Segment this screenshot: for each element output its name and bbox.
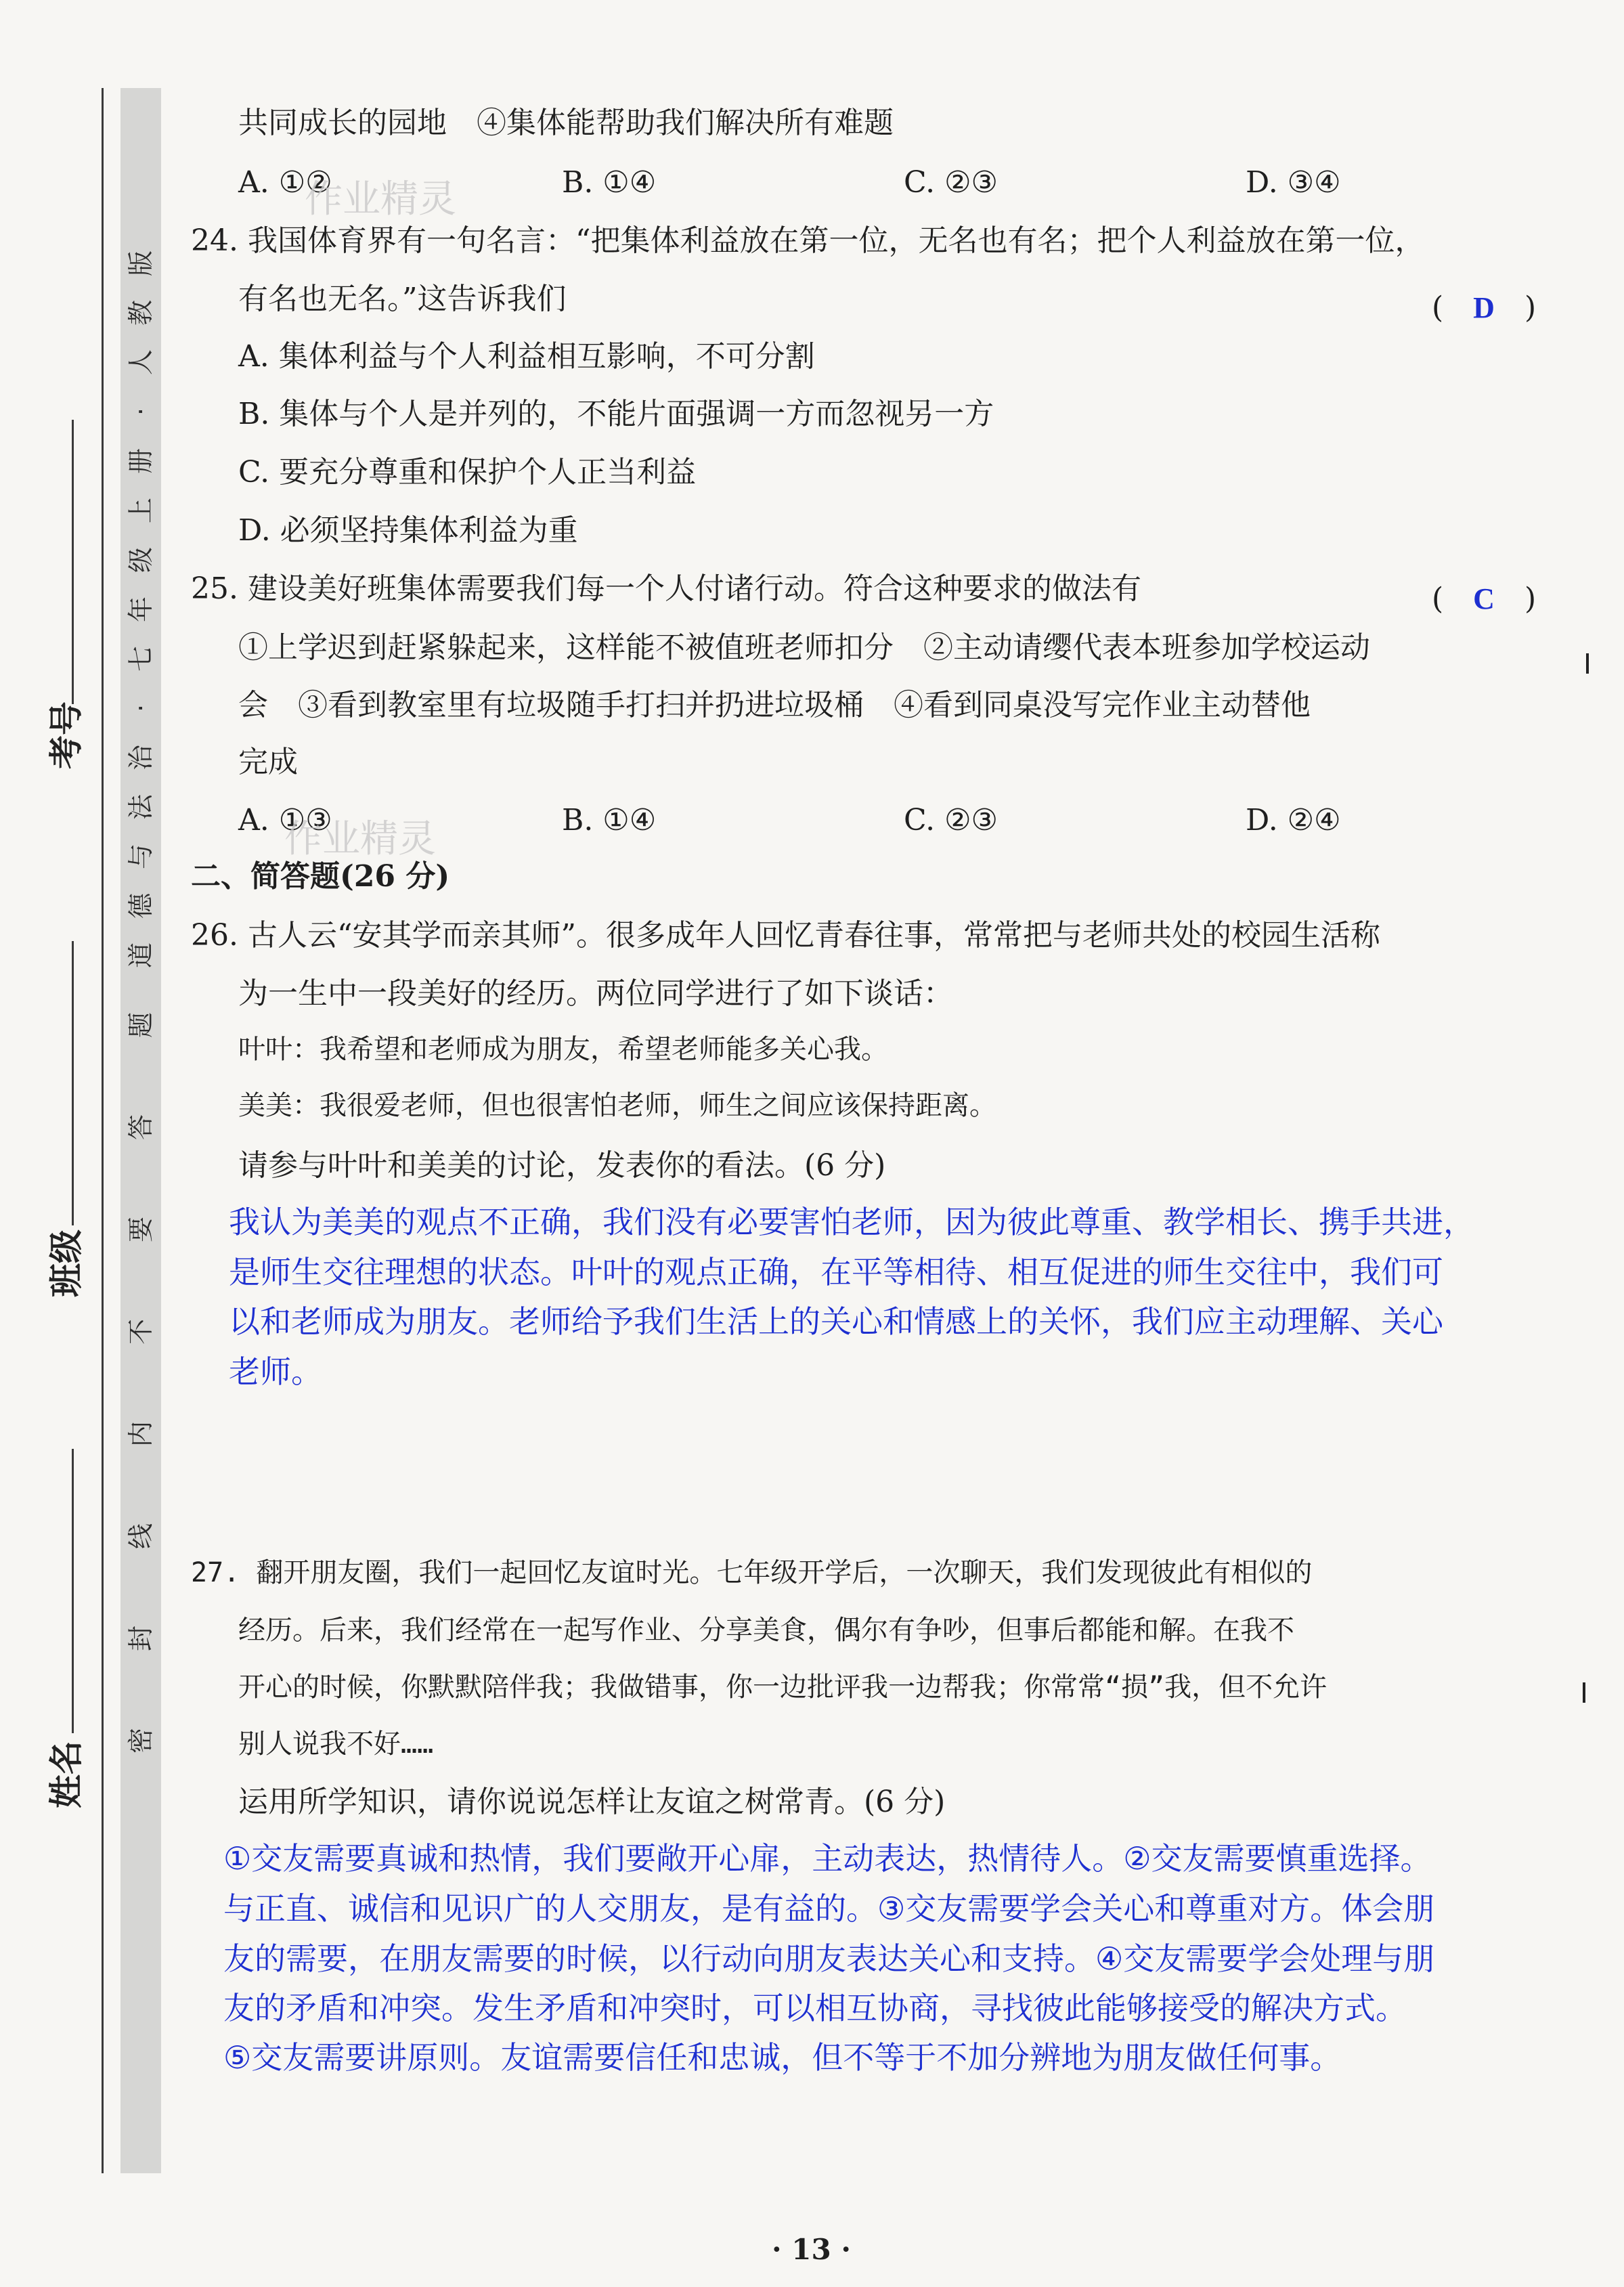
q25-option-d: D. ②④ (1246, 803, 1341, 837)
q26-dialog-meimei: 美美：我很爱老师，但也很害怕老师，师生之间应该保持距离。 (238, 1090, 996, 1121)
q25-answer-bracket: ( C ) (1432, 582, 1537, 616)
binding-strip-upper-char: 教 (125, 299, 156, 326)
q25-option-b: B. ①④ (562, 803, 657, 837)
binding-strip-upper-char: · (126, 703, 156, 713)
watermark: 作业精灵 (305, 177, 456, 221)
class-line (72, 941, 74, 1225)
binding-strip-lower (120, 1012, 161, 1754)
q27-line-3: 开心的时候，你默默陪伴我；我做错事，你一边批评我一边帮我；你常常“损”我，但不允许 (238, 1672, 1327, 1703)
q25-line-3: 完成 (238, 745, 298, 779)
q27-answer-line-1: ①交友需要真诚和热情，我们要敞开心扉，主动表达，热情待人。②交友需要慎重选择。 (223, 1840, 1432, 1877)
q25-option-c: C. ②③ (904, 803, 998, 837)
q26-prompt: 请参与叶叶和美美的讨论，发表你的看法。(6 分) (238, 1148, 886, 1183)
q26-dialog-yeye: 叶叶：我希望和老师成为朋友，希望老师能多关心我。 (238, 1034, 888, 1065)
binding-strip-upper-char: 德 (125, 892, 156, 919)
watermark: 作业精灵 (284, 817, 436, 861)
binding-strip-upper-char: 册 (125, 448, 156, 475)
q26-answer-line-4: 老师。 (229, 1353, 322, 1390)
binding-strip-upper-char: 治 (125, 744, 156, 771)
q27-answer-line-4: 友的矛盾和冲突。发生矛盾和冲突时，可以相互协商，寻找彼此能够接受的解决方式。 (223, 1990, 1407, 2026)
class-field[interactable] (0, 941, 102, 1297)
q27-prompt: 运用所学知识，请你说说怎样让友谊之树常青。(6 分) (238, 1785, 946, 1819)
q25-answer: C (1473, 582, 1495, 615)
q27-line-1: 27. 翻开朋友圈，我们一起回忆友谊时光。七年级开学后，一次聊天，我们发现彼此有相似的 (191, 1557, 1313, 1588)
page-number: · 13 · (772, 2233, 851, 2266)
q24-stem-line1: 24. 我国体育界有一句名言：“把集体利益放在第一位，无名也有名；把个人利益放在第一位， (191, 223, 1425, 258)
q26-line-1: 26. 古人云“安其学而亲其师”。很多成年人回忆青春往事，常常把与老师共处的校园生活称 (191, 918, 1380, 953)
q26-answer-line-2: 是师生交往理想的状态。叶叶的观点正确，在平等相待、相互促进的师生交往中，我们可 (229, 1254, 1443, 1290)
q27-line-2: 经历。后来，我们经常在一起写作业、分享美食，偶尔有争吵，但事后都能和解。在我不 (238, 1615, 1294, 1646)
exam-no-line (72, 420, 74, 704)
name-field[interactable] (0, 1449, 102, 1808)
binding-strip-upper-char: · (126, 407, 156, 416)
exam-no-field[interactable] (0, 420, 102, 769)
binding-strip-lower-char: 线 (125, 1523, 156, 1550)
q24-answer-bracket: ( D ) (1432, 290, 1537, 325)
scan-speck (1583, 1682, 1585, 1703)
q25-stem: 25. 建设美好班集体需要我们每一个人付诸行动。符合这种要求的做法有 (191, 571, 1141, 606)
binding-strip-upper-char: 级 (125, 546, 156, 573)
q27-answer-line-5: ⑤交友需要讲原则。友谊需要信任和忠诚，但不等于不加分辨地为朋友做任何事。 (223, 2039, 1342, 2076)
q24-option-b: B. 集体与个人是并列的，不能片面强调一方而忽视另一方 (238, 397, 994, 431)
name-line (72, 1449, 74, 1733)
q23-option-c: C. ②③ (904, 165, 998, 200)
section-title: 二、简答题(26 分) (191, 859, 450, 894)
binding-strip-lower-char: 密 (125, 1727, 156, 1754)
binding-strip-upper (120, 251, 161, 968)
q27-line-4: 别人说我不好…… (238, 1728, 434, 1760)
binding-strip-upper-char: 七 (125, 645, 156, 672)
q24-option-d: D. 必须坚持集体利益为重 (238, 513, 578, 548)
class-label: 班级 (47, 1229, 86, 1297)
scan-speck (1586, 653, 1589, 674)
binding-strip-upper-char: 上 (125, 497, 156, 524)
binding-strip-upper-char: 年 (125, 596, 156, 623)
q26-answer-line-3: 以和老师成为朋友。老师给予我们生活上的关心和情感上的关怀，我们应主动理解、关心 (229, 1303, 1443, 1340)
exam-no-label: 考号 (47, 701, 86, 769)
q24-option-c: C. 要充分尊重和保护个人正当利益 (238, 455, 697, 489)
binding-strip-lower-char: 答 (125, 1114, 156, 1141)
q24-answer: D (1473, 291, 1495, 324)
q25-line-2: 会 ③看到教室里有垃圾随手打扫并扔进垃圾桶 ④看到同桌没写完作业主动替他 (238, 688, 1311, 722)
binding-strip-lower-char: 内 (125, 1420, 156, 1447)
binding-strip-lower-char: 要 (125, 1216, 156, 1243)
binding-strip-upper-char: 道 (125, 942, 156, 969)
q24-stem-line2: 有名也无名。”这告诉我们 (238, 282, 567, 316)
binding-strip-upper-char: 版 (125, 250, 156, 277)
binding-strip-lower-char: 不 (125, 1318, 156, 1345)
q23-option-d: D. ③④ (1246, 165, 1341, 200)
binding-strip-lower-char: 封 (125, 1625, 156, 1652)
binding-line (102, 88, 104, 2173)
q23-option-a: A. ①② (238, 165, 332, 200)
binding-strip-upper-char: 法 (125, 793, 156, 821)
q27-answer-line-3: 友的需要，在朋友需要的时候，以行动向朋友表达关心和支持。④交友需要学会处理与朋 (223, 1940, 1435, 1977)
q23-option-b: B. ①④ (562, 165, 657, 200)
q25-line-1: ①上学迟到赶紧躲起来，这样能不被值班老师扣分 ②主动请缨代表本班参加学校运动 (238, 630, 1370, 665)
q24-option-a: A. 集体利益与个人利益相互影响，不可分割 (238, 339, 815, 374)
q27-answer-line-2: 与正直、诚信和见识广的人交朋友，是有益的。③交友需要学会关心和尊重对方。体会朋 (223, 1890, 1435, 1927)
q23-text-line: 共同成长的园地 ④集体能帮助我们解决所有难题 (238, 106, 894, 140)
name-label: 姓名 (47, 1741, 86, 1808)
q26-answer-line-1: 我认为美美的观点不正确，我们没有必要害怕老师，因为彼此尊重、教学相长、携手共进， (229, 1204, 1474, 1240)
binding-strip-lower-char: 题 (125, 1011, 156, 1039)
binding-strip-upper-char: 与 (125, 843, 156, 870)
q26-line-2: 为一生中一段美好的经历。两位同学进行了如下谈话： (238, 976, 953, 1011)
binding-strip-upper-char: 人 (125, 349, 156, 376)
q25-option-a: A. ①③ (238, 803, 332, 837)
